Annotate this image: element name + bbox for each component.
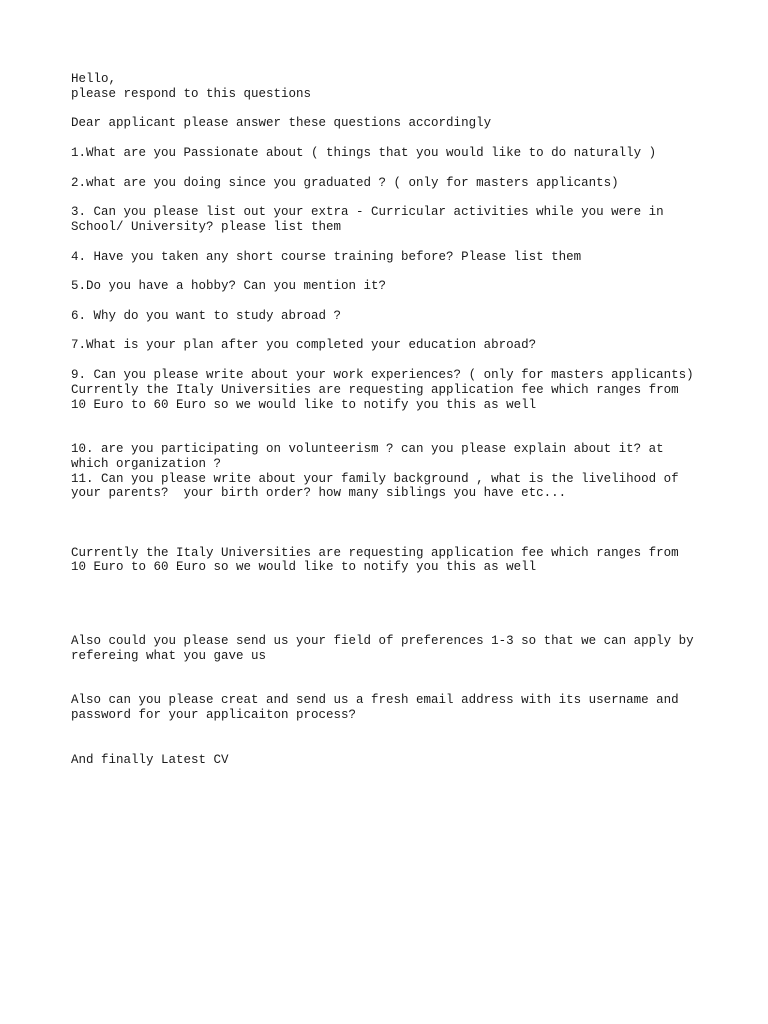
document-line: 6. Why do you want to study abroad ?: [71, 308, 342, 323]
document-line: Hello,: [71, 72, 117, 86]
document-line: [71, 235, 731, 250]
document-line: [71, 738, 731, 753]
document-line: [71, 723, 731, 738]
document-line: 10. are you participating on volunteerism ? can you please explain about it? at: [71, 441, 664, 456]
document-line: Also could you please send us your field of preferences 1-3 so that we can apply by: [71, 634, 694, 649]
document-line: 4. Have you taken any short course training before? Please list them: [71, 249, 582, 264]
document-line: [71, 353, 731, 368]
document-line: [71, 590, 731, 605]
document-line: [71, 161, 731, 176]
document-body: [71, 72, 731, 767]
document-line: [71, 102, 731, 117]
document-line: [71, 664, 731, 679]
document-line: password for your applicaiton process?: [71, 708, 357, 723]
document-line: [71, 190, 731, 205]
document-line: 10 Euro to 60 Euro so we would like to notify you this as well: [71, 397, 537, 412]
document-line: 1.What are you Passionate about ( things that you would like to do naturally ): [71, 145, 657, 160]
document-line: 2.what are you doing since you graduated ? ( only for masters applicants): [71, 175, 619, 190]
document-line: [71, 324, 731, 339]
document-line: which organization ?: [71, 456, 222, 471]
document-line: 10 Euro to 60 Euro so we would like to notify you this as well: [71, 560, 537, 575]
document-line: please respond to this questions: [71, 86, 312, 101]
document-line: [71, 516, 731, 531]
document-line: [71, 501, 731, 516]
document-line: [71, 427, 731, 442]
document-line: [71, 679, 731, 694]
document-line: [71, 575, 731, 590]
document-line: And finally Latest CV: [71, 752, 229, 767]
document-line: your parents? your birth order? how many siblings you have etc...: [71, 486, 567, 501]
document-line: Currently the Italy Universities are requesting application fee which ranges from: [71, 545, 679, 560]
document-line: 9. Can you please write about your work experiences? ( only for masters applicants): [71, 367, 694, 382]
document-line: [71, 131, 731, 146]
document-line: Dear applicant please answer these questions accordingly: [71, 116, 492, 131]
document-line: 3. Can you please list out your extra - Curricular activities while you were in: [71, 205, 664, 220]
document-line: [71, 531, 731, 546]
document-line: 11. Can you please write about your family background , what is the livelihood of: [71, 471, 679, 486]
document-line: Currently the Italy Universities are requesting application fee which ranges from: [71, 382, 679, 397]
document-line: 5.Do you have a hobby? Can you mention it?: [71, 279, 387, 294]
document-line: [71, 619, 731, 634]
document-line: refereing what you gave us: [71, 649, 267, 664]
document-line: [71, 605, 731, 620]
document-line: [71, 264, 731, 279]
document-line: [71, 412, 731, 427]
document-line: [71, 294, 731, 309]
document-line: 7.What is your plan after you completed your education abroad?: [71, 338, 537, 353]
document-line: Also can you please creat and send us a fresh email address with its username and: [71, 693, 679, 708]
document-line: School/ University? please list them: [71, 219, 342, 234]
